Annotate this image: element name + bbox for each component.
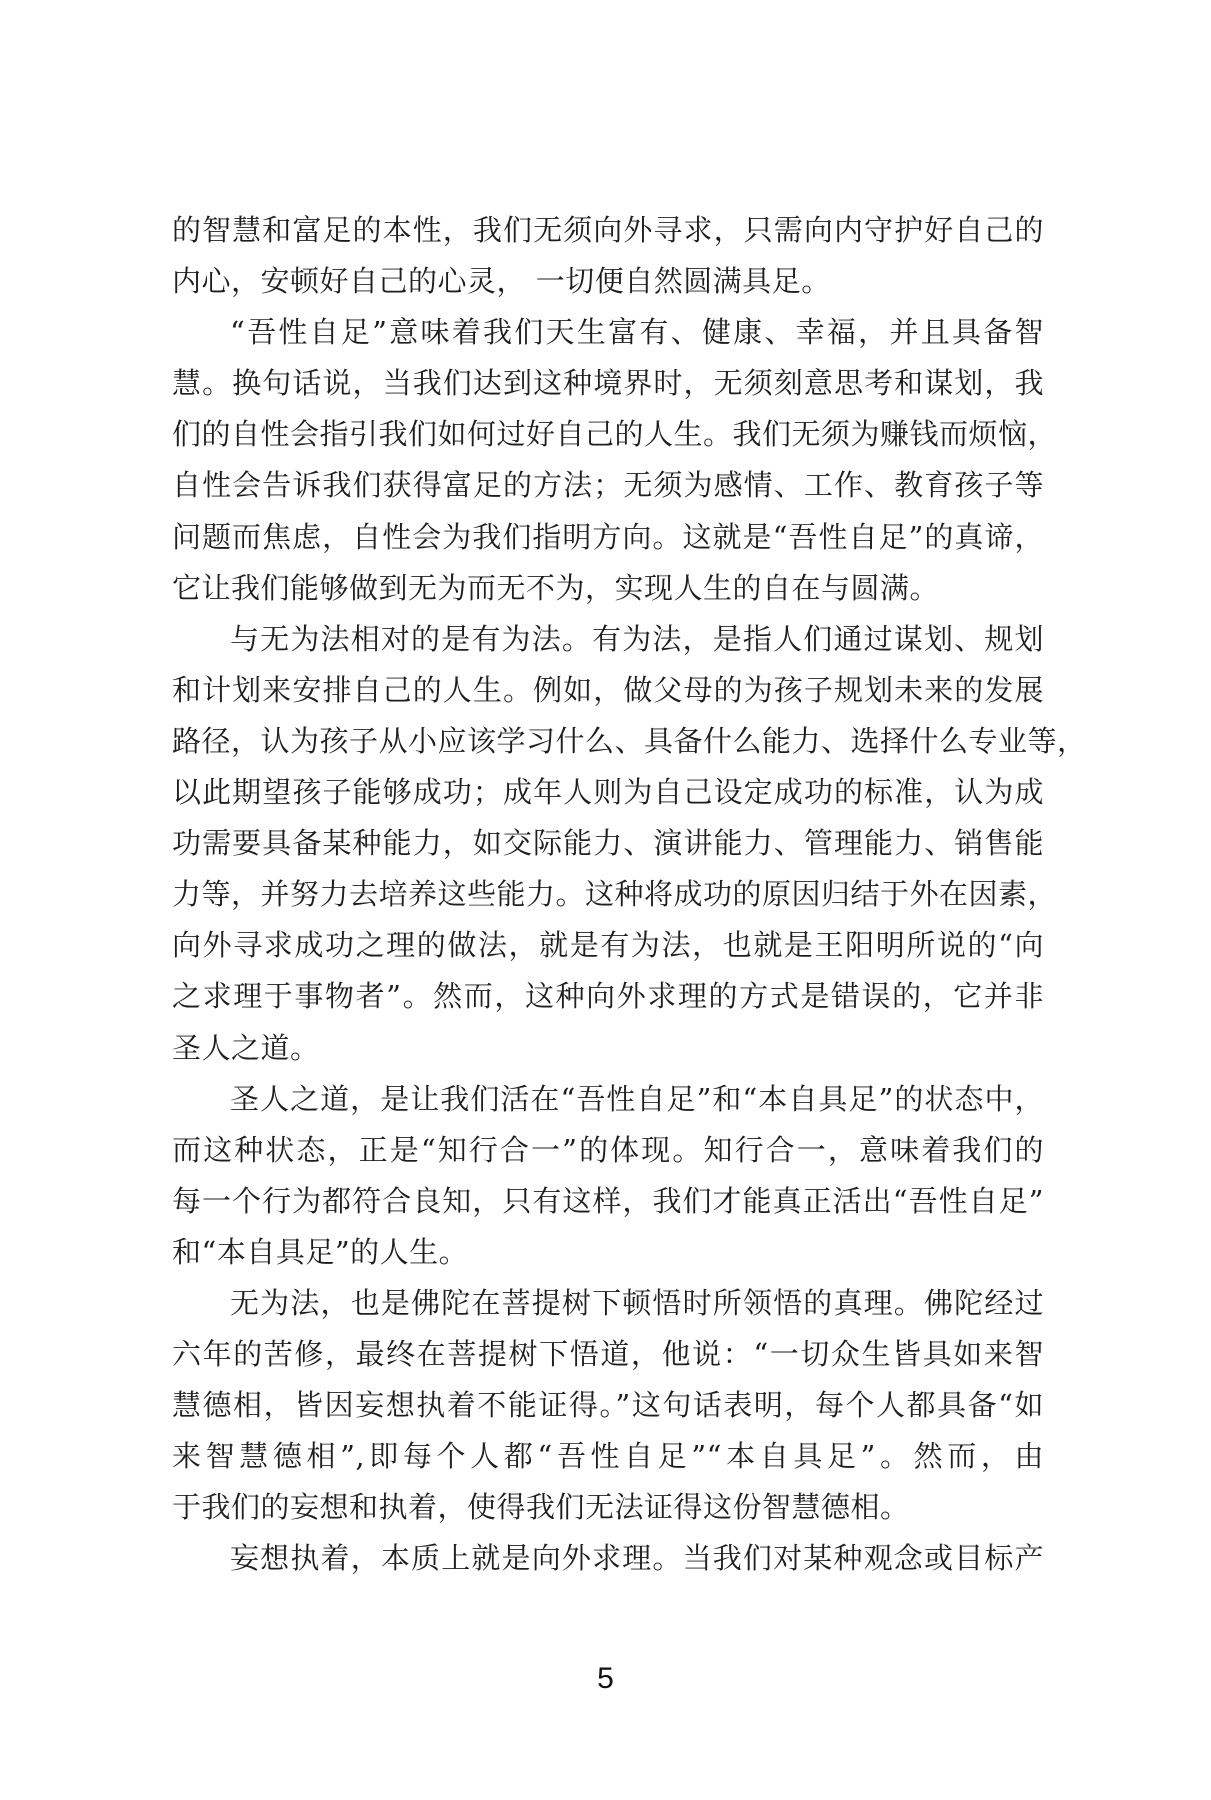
text-line: 力等，并努力去培养这些能力。这种将成功的原因归结于外在因素，: [172, 877, 1058, 912]
text-line: 每一个行为都符合良知，只有这样，我们才能真正活出“吾性自足”: [172, 1183, 1044, 1218]
text-line: 们的自性会指引我们如何过好自己的人生。我们无须为赚钱而烦恼，: [172, 417, 1058, 452]
text-line: 和“本自具足”的人生。: [172, 1234, 469, 1269]
text-line: “吾性自足”意味着我们天生富有、健康、幸福，并且具备智: [230, 315, 1044, 350]
text-line: 慧德相，皆因妄想执着不能证得。”这句话表明，每个人都具备“如: [172, 1388, 1044, 1423]
text-line: 与无为法相对的是有为法。有为法，是指人们通过谋划、规划: [230, 621, 1044, 656]
text-line: 妄想执着，本质上就是向外求理。当我们对某种观念或目标产: [230, 1541, 1044, 1576]
text-line: 以此期望孩子能够成功；成年人则为自己设定成功的标准，认为成: [172, 775, 1044, 810]
text-line: 而这种状态，正是“知行合一”的体现。知行合一，意味着我们的: [172, 1132, 1044, 1167]
text-line: 六年的苦修，最终在菩提树下悟道，他说：“一切众生皆具如来智: [172, 1337, 1044, 1372]
text-line: 慧。换句话说，当我们达到这种境界时，无须刻意思考和谋划，我: [172, 366, 1044, 401]
text-line: 圣人之道。: [172, 1030, 320, 1065]
text-line: 自性会告诉我们获得富足的方法；无须为感情、工作、教育孩子等: [172, 468, 1044, 503]
text-line: 来智慧德相”,即每个人都“吾性自足”“本自具足”。然而，由: [172, 1439, 1044, 1474]
text-line: 向外寻求成功之理的做法，就是有为法，也就是王阳明所说的“向: [172, 928, 1044, 963]
text-line: 之求理于事物者”。然而，这种向外求理的方式是错误的，它并非: [172, 979, 1044, 1014]
text-line: 圣人之道，是让我们活在“吾性自足”和“本自具足”的状态中，: [230, 1081, 1044, 1116]
text-line: 于我们的妄想和执着，使得我们无法证得这份智慧德相。: [172, 1490, 910, 1525]
text-line: 功需要具备某种能力，如交际能力、演讲能力、管理能力、销售能: [172, 826, 1044, 861]
body-text: [172, 205, 1087, 1585]
text-line: 它让我们能够做到无为而无不为，实现人生的自在与圆满。: [172, 570, 940, 605]
text-line: 无为法，也是佛陀在菩提树下顿悟时所领悟的真理。佛陀经过: [230, 1285, 1044, 1320]
text-line: 路径，认为孩子从小应该学习什么、具备什么能力、选择什么专业等，: [172, 723, 1087, 758]
page-number: 5: [597, 1662, 614, 1695]
text-line: 问题而焦虑，自性会为我们指明方向。这就是“吾性自足”的真谛，: [172, 519, 1044, 554]
text-line: 和计划来安排自己的人生。例如，做父母的为孩子规划未来的发展: [172, 672, 1044, 707]
text-line: 的智慧和富足的本性，我们无须向外寻求，只需向内守护好自己的: [172, 213, 1044, 247]
text-line: 内心，安顿好自己的心灵， 一切便自然圆满具足。: [172, 264, 831, 299]
